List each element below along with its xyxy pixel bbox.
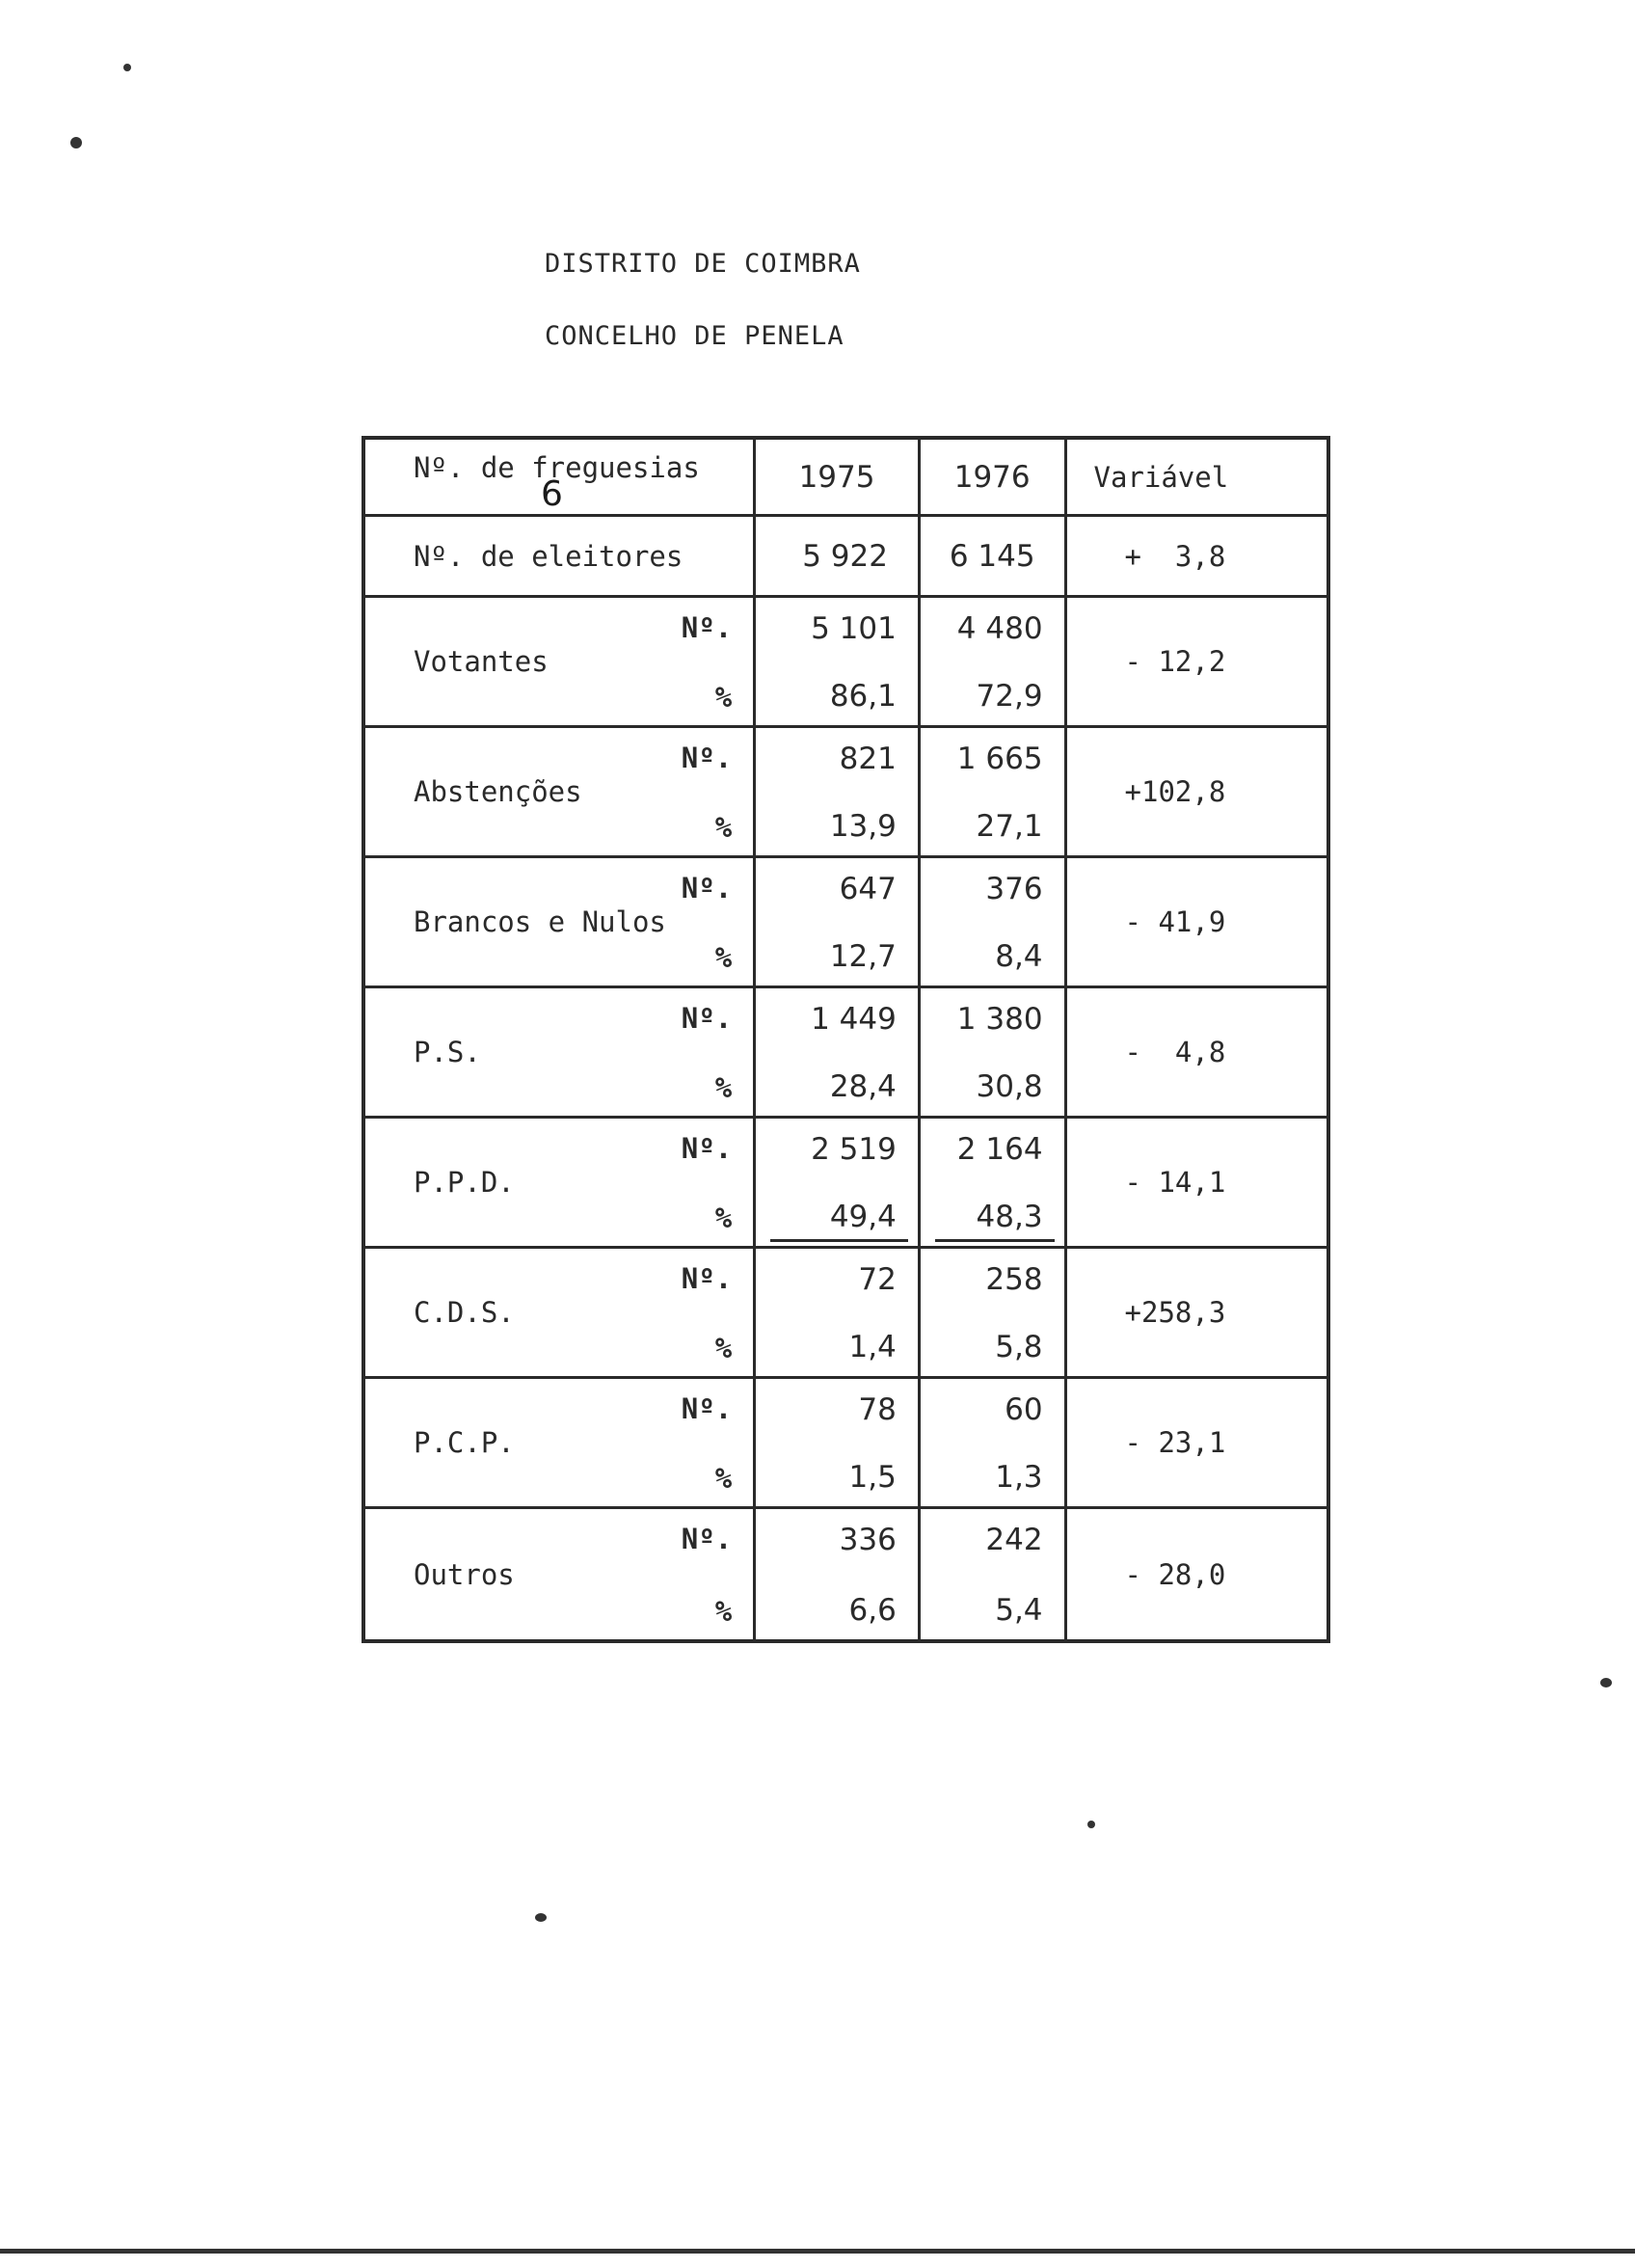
column-header-variation: Variável — [1093, 460, 1229, 494]
count-marker: Nº. — [681, 1392, 733, 1425]
count-1975: 78 — [858, 1392, 897, 1427]
percent-marker: % — [714, 811, 733, 844]
count-marker: Nº. — [681, 742, 733, 774]
count-marker: Nº. — [681, 872, 733, 904]
percent-1975: 6,6 — [848, 1593, 897, 1628]
count-1975: 336 — [839, 1523, 897, 1557]
percent-1975: 86,1 — [829, 679, 897, 714]
row-label: Brancos e Nulos — [414, 905, 666, 938]
parishes-label: Nº. de freguesias — [414, 451, 700, 484]
table-row — [365, 728, 1327, 858]
column-header-1976: 1976 — [953, 459, 1031, 495]
scan-speck — [123, 64, 131, 71]
percent-marker: % — [714, 681, 733, 714]
count-1976: 242 — [985, 1523, 1043, 1557]
percent-1976: 30,8 — [976, 1069, 1043, 1104]
municipality-title: CONCELHO DE PENELA — [545, 321, 844, 351]
variation-value: - 23,1 — [1124, 1426, 1226, 1459]
scan-speck — [535, 1913, 547, 1922]
count-marker: Nº. — [681, 1132, 733, 1165]
table-header-row — [365, 440, 1327, 517]
row-label: P.C.P. — [414, 1426, 515, 1459]
percent-1976: 72,9 — [976, 679, 1043, 714]
table-row — [365, 1379, 1327, 1509]
count-1975: 2 519 — [811, 1132, 897, 1167]
row-label: Outros — [414, 1557, 515, 1591]
percent-1975: 49,4 — [829, 1200, 897, 1234]
percent-marker: % — [714, 1202, 733, 1234]
count-marker: Nº. — [681, 1002, 733, 1035]
count-1975: 5 101 — [811, 611, 897, 646]
value-1976: 6 145 — [949, 538, 1035, 574]
count-1975: 647 — [839, 872, 897, 906]
row-label: P.S. — [414, 1036, 481, 1068]
percent-1976: 1,3 — [995, 1460, 1043, 1495]
table-row — [365, 858, 1327, 988]
variation-value: +102,8 — [1124, 775, 1226, 808]
count-marker: Nº. — [681, 1262, 733, 1295]
handwritten-parish-count: 6 — [541, 474, 563, 514]
count-marker: Nº. — [681, 1523, 733, 1555]
percent-1975: 13,9 — [829, 809, 897, 844]
scan-speck — [1087, 1821, 1095, 1828]
variation-value: - 41,9 — [1124, 905, 1226, 938]
row-label: Nº. de eleitores — [414, 539, 683, 573]
variation-value: - 4,8 — [1124, 1036, 1226, 1068]
count-1976: 1 380 — [956, 1002, 1043, 1037]
percent-1975: 12,7 — [829, 939, 897, 974]
total-underline — [770, 1239, 908, 1242]
column-header-1975: 1975 — [798, 459, 875, 495]
percent-1976: 5,4 — [995, 1593, 1043, 1628]
count-1976: 258 — [985, 1262, 1043, 1297]
variation-value: - 14,1 — [1124, 1166, 1226, 1199]
percent-marker: % — [714, 941, 733, 974]
percent-1976: 8,4 — [995, 939, 1043, 974]
table-row — [365, 598, 1327, 728]
count-1975: 1 449 — [811, 1002, 897, 1037]
percent-marker: % — [714, 1462, 733, 1495]
percent-1976: 48,3 — [976, 1200, 1043, 1234]
table-row — [365, 1119, 1327, 1249]
count-1976: 2 164 — [956, 1132, 1043, 1167]
row-label: C.D.S. — [414, 1296, 515, 1329]
table-row — [365, 517, 1327, 598]
scan-speck — [70, 137, 82, 148]
count-marker: Nº. — [681, 611, 733, 644]
percent-marker: % — [714, 1332, 733, 1364]
percent-marker: % — [714, 1071, 733, 1104]
percent-1976: 27,1 — [976, 809, 1043, 844]
row-label: Votantes — [414, 645, 549, 678]
count-1976: 1 665 — [956, 742, 1043, 776]
count-1976: 376 — [985, 872, 1043, 906]
table-row — [365, 1249, 1327, 1379]
count-1976: 4 480 — [956, 611, 1043, 646]
percent-1975: 1,4 — [848, 1330, 897, 1364]
scan-speck — [1600, 1678, 1612, 1688]
variation-value: - 28,0 — [1124, 1557, 1226, 1591]
count-1975: 821 — [839, 742, 897, 776]
percent-1976: 5,8 — [995, 1330, 1043, 1364]
table-row — [365, 988, 1327, 1119]
percent-marker: % — [714, 1595, 733, 1628]
table-row — [365, 1509, 1327, 1639]
value-1975: 5 922 — [802, 538, 888, 574]
variation-value: + 3,8 — [1124, 539, 1226, 573]
total-underline — [935, 1239, 1055, 1242]
variation-value: - 12,2 — [1124, 645, 1226, 678]
row-label: Abstenções — [414, 775, 582, 808]
district-title: DISTRITO DE COIMBRA — [545, 249, 861, 279]
row-label: P.P.D. — [414, 1166, 515, 1199]
percent-1975: 28,4 — [829, 1069, 897, 1104]
variation-value: +258,3 — [1124, 1296, 1226, 1329]
page-bottom-rule — [0, 2249, 1635, 2254]
count-1976: 60 — [1005, 1392, 1043, 1427]
election-results-table — [362, 436, 1330, 1643]
count-1975: 72 — [858, 1262, 897, 1297]
percent-1975: 1,5 — [848, 1460, 897, 1495]
